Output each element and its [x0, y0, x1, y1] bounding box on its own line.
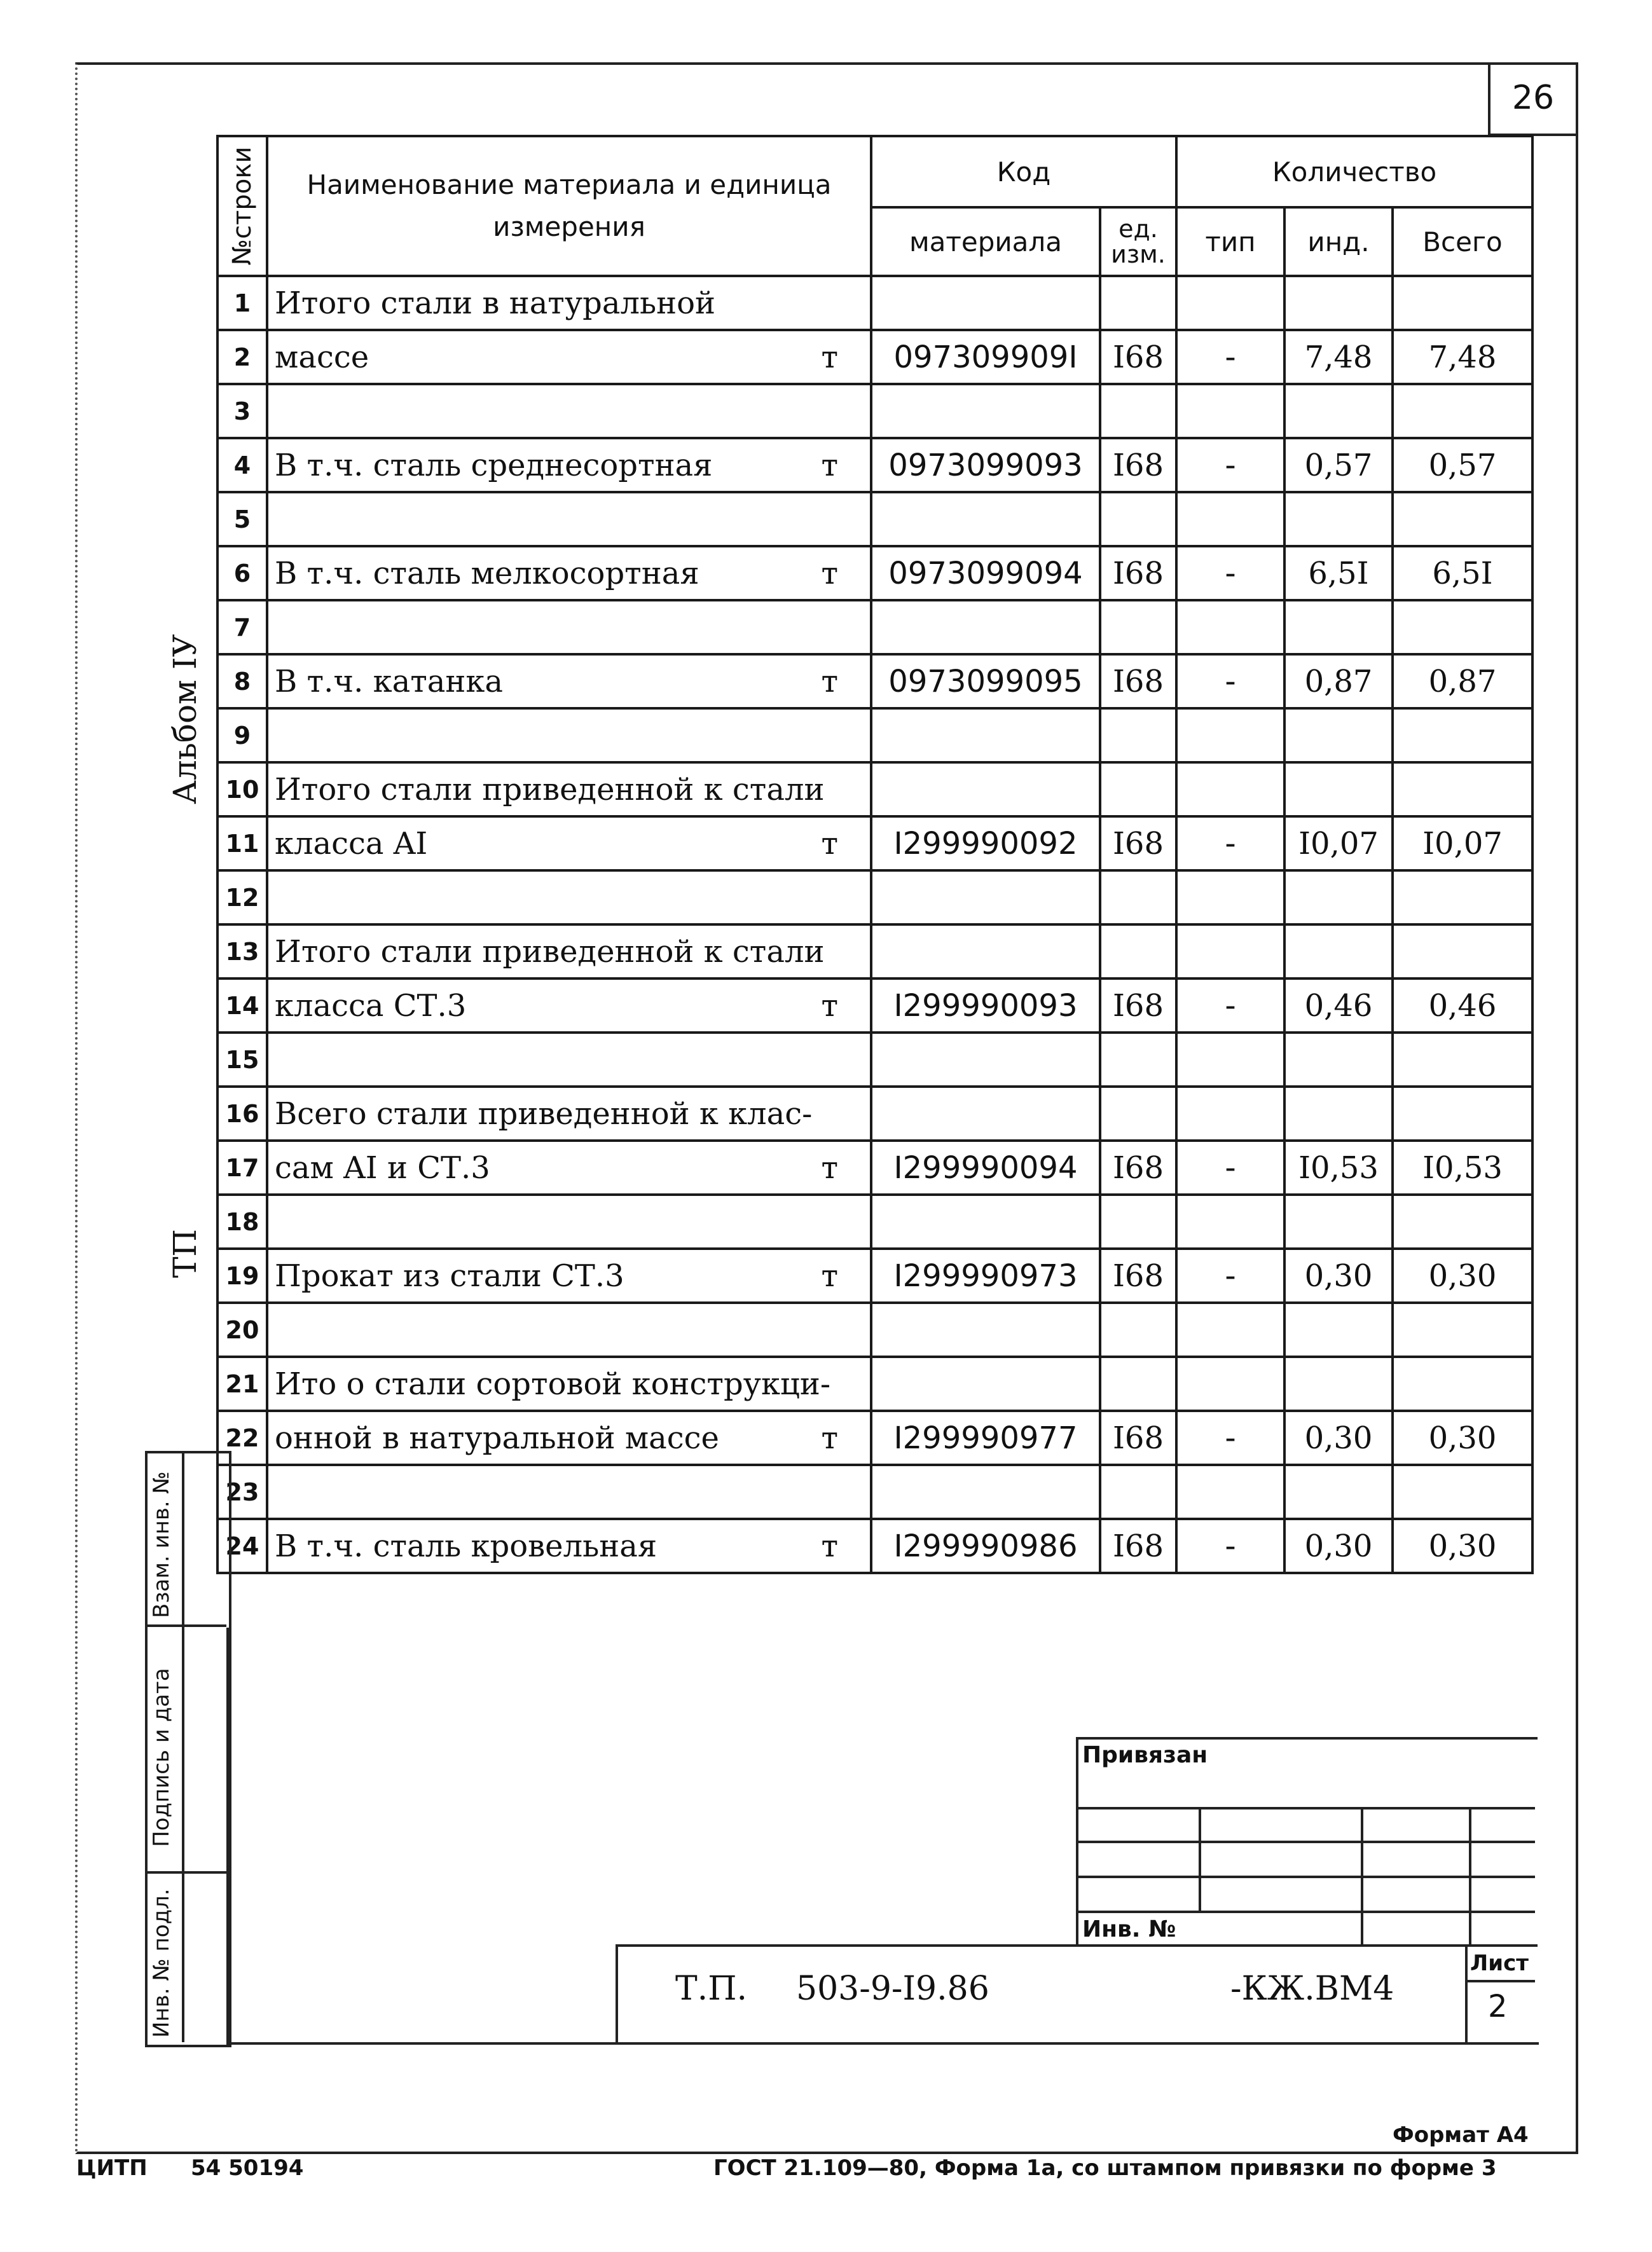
table-row [217, 330, 1532, 384]
material-unit-label: т [821, 555, 838, 591]
row-number: 19 [217, 1249, 267, 1303]
binding-vline [1469, 1807, 1471, 1944]
row-number: 8 [217, 654, 267, 708]
unit-code [1100, 1195, 1176, 1249]
material-code [871, 924, 1100, 978]
type-value: - [1176, 654, 1284, 708]
row-number: 6 [217, 546, 267, 600]
ind-value: 7,48 [1284, 330, 1393, 384]
material-code [871, 1087, 1100, 1141]
type-value [1176, 276, 1284, 330]
citp-label: ЦИТП [76, 2155, 148, 2181]
total-value: I0,07 [1393, 816, 1532, 870]
material-name-text: онной в натуральной массе [275, 1420, 719, 1456]
unit-code: I68 [1100, 546, 1176, 600]
ind-value [1284, 276, 1393, 330]
row-number: 9 [217, 708, 267, 762]
type-value: - [1176, 1411, 1284, 1465]
material-name [267, 1303, 871, 1357]
total-value [1393, 762, 1532, 816]
total-value: 0,30 [1393, 1249, 1532, 1303]
left-stamp-inner-line [182, 1451, 184, 2042]
material-name [267, 816, 871, 870]
binding-line [1076, 1841, 1535, 1843]
materials-table [216, 135, 1534, 1574]
unit-code: I68 [1100, 438, 1176, 492]
binding-vline [1199, 1807, 1201, 1911]
material-code: I299990986 [871, 1519, 1100, 1573]
material-code: I299990094 [871, 1141, 1100, 1195]
table-row [217, 1519, 1532, 1573]
material-name [267, 330, 871, 384]
material-code: 0973099093 [871, 438, 1100, 492]
type-value [1176, 1357, 1284, 1411]
row-number: 12 [217, 870, 267, 924]
header-code-group: Код [871, 136, 1176, 207]
unit-code: I68 [1100, 1519, 1176, 1573]
ind-value [1284, 492, 1393, 546]
material-unit-label: т [821, 987, 838, 1024]
ind-value: 6,5I [1284, 546, 1393, 600]
material-name [267, 276, 871, 330]
type-value [1176, 384, 1284, 438]
material-unit-label: т [821, 1420, 838, 1456]
total-value: 6,5I [1393, 546, 1532, 600]
header-type: тип [1176, 207, 1284, 276]
ind-value: 0,57 [1284, 438, 1393, 492]
row-number: 13 [217, 924, 267, 978]
material-code [871, 1195, 1100, 1249]
type-value: - [1176, 438, 1284, 492]
total-value: 0,87 [1393, 654, 1532, 708]
material-code [871, 1033, 1100, 1087]
material-name [267, 1195, 871, 1249]
ind-value [1284, 1087, 1393, 1141]
row-number: 14 [217, 978, 267, 1033]
type-value: - [1176, 816, 1284, 870]
row-number: 21 [217, 1357, 267, 1411]
ind-value [1284, 600, 1393, 654]
material-name-text: Итого стали приведенной к стали [275, 933, 825, 970]
material-unit-label: т [821, 1528, 838, 1564]
material-name-text: Ито о стали сортовой конструкци- [275, 1366, 831, 1402]
unit-code [1100, 1303, 1176, 1357]
material-code: 0973099095 [871, 654, 1100, 708]
material-name-text: В т.ч. сталь среднесортная [275, 447, 713, 483]
material-name [267, 384, 871, 438]
unit-code [1100, 1087, 1176, 1141]
unit-code [1100, 870, 1176, 924]
material-name [267, 438, 871, 492]
binding-line [1076, 1911, 1535, 1913]
ind-value [1284, 1303, 1393, 1357]
unit-code [1100, 762, 1176, 816]
header-code-material: материала [871, 207, 1100, 276]
material-name [267, 1249, 871, 1303]
material-name [267, 870, 871, 924]
podpis-label: Подпись и дата [149, 1668, 174, 1847]
ind-value [1284, 1033, 1393, 1087]
gost-note: ГОСТ 21.109—80, Форма 1а, со штампом привязки по форме 3 [713, 2155, 1497, 2181]
type-value: - [1176, 1249, 1284, 1303]
type-value [1176, 1465, 1284, 1519]
table-row [217, 1465, 1532, 1519]
material-name-text: сам AI и СТ.3 [275, 1150, 490, 1186]
material-name [267, 492, 871, 546]
unit-code: I68 [1100, 1411, 1176, 1465]
document-code: -КЖ.ВМ4 [1230, 1970, 1394, 2008]
total-value [1393, 1303, 1532, 1357]
ind-value [1284, 708, 1393, 762]
row-number: 4 [217, 438, 267, 492]
material-name [267, 1087, 871, 1141]
table-row [217, 654, 1532, 708]
unit-code: I68 [1100, 654, 1176, 708]
total-value [1393, 1195, 1532, 1249]
type-value [1176, 924, 1284, 978]
table-row [217, 1303, 1532, 1357]
format-label: Формат А4 [1393, 2122, 1529, 2148]
unit-code [1100, 276, 1176, 330]
material-name [267, 1411, 871, 1465]
total-value [1393, 708, 1532, 762]
table-row [217, 978, 1532, 1033]
total-value: 0,30 [1393, 1411, 1532, 1465]
material-name [267, 978, 871, 1033]
material-name [267, 1519, 871, 1573]
left-stamp-divider [145, 1624, 226, 1627]
material-code [871, 870, 1100, 924]
row-number: 22 [217, 1411, 267, 1465]
table-row [217, 276, 1532, 330]
table-row [217, 1087, 1532, 1141]
row-number: 24 [217, 1519, 267, 1573]
material-code [871, 384, 1100, 438]
ind-value [1284, 762, 1393, 816]
row-number: 16 [217, 1087, 267, 1141]
unit-code: I68 [1100, 1141, 1176, 1195]
total-value [1393, 600, 1532, 654]
material-name-text: Итого стали приведенной к стали [275, 771, 825, 807]
total-value: 0,57 [1393, 438, 1532, 492]
ind-value [1284, 1357, 1393, 1411]
tp-label: ТП [167, 1229, 203, 1278]
row-number: 7 [217, 600, 267, 654]
total-value [1393, 1465, 1532, 1519]
row-number: 20 [217, 1303, 267, 1357]
inv-no-label: Инв. № [1082, 1916, 1176, 1942]
table-row [217, 1411, 1532, 1465]
type-value [1176, 1195, 1284, 1249]
unit-code [1100, 924, 1176, 978]
ind-value [1284, 870, 1393, 924]
ind-value [1284, 924, 1393, 978]
material-code [871, 276, 1100, 330]
table-row [217, 1249, 1532, 1303]
material-name [267, 600, 871, 654]
ind-value [1284, 384, 1393, 438]
material-name [267, 924, 871, 978]
unit-code [1100, 492, 1176, 546]
page-number: 26 [1488, 62, 1576, 136]
type-value [1176, 708, 1284, 762]
material-name-text: Итого стали в натуральной [275, 285, 715, 321]
header-total: Всего [1393, 207, 1532, 276]
material-name-text: В т.ч. катанка [275, 663, 503, 699]
type-value: - [1176, 1519, 1284, 1573]
unit-code [1100, 600, 1176, 654]
unit-code [1100, 384, 1176, 438]
table-row [217, 1195, 1532, 1249]
unit-code: I68 [1100, 330, 1176, 384]
material-code: I299990093 [871, 978, 1100, 1033]
binding-line [1076, 1807, 1535, 1809]
left-stamp-divider [145, 1871, 226, 1874]
privyazan-label: Привязан [1082, 1742, 1208, 1768]
material-name [267, 1033, 871, 1087]
material-name-text: массе [275, 339, 369, 375]
ind-value: 0,30 [1284, 1249, 1393, 1303]
sheet-divider [1465, 1980, 1535, 1982]
type-value [1176, 600, 1284, 654]
row-number: 23 [217, 1465, 267, 1519]
ind-value: 0,87 [1284, 654, 1393, 708]
binding-line [1076, 1876, 1535, 1878]
table-row [217, 546, 1532, 600]
type-value [1176, 1303, 1284, 1357]
material-name [267, 654, 871, 708]
header-unit: ед. изм. [1100, 207, 1176, 276]
table-row [217, 438, 1532, 492]
title-block [616, 1944, 1538, 2045]
material-name-text: класса СТ.3 [275, 987, 467, 1024]
tp-label: Т.П. [675, 1970, 748, 2008]
material-name-text: класса AI [275, 825, 428, 862]
unit-code [1100, 1033, 1176, 1087]
material-name [267, 1141, 871, 1195]
material-code: I299990973 [871, 1249, 1100, 1303]
header-ind: инд. [1284, 207, 1393, 276]
table-row [217, 1357, 1532, 1411]
type-value: - [1176, 546, 1284, 600]
total-value: 0,30 [1393, 1519, 1532, 1573]
table-row [217, 816, 1532, 870]
table-row [217, 870, 1532, 924]
table-row [217, 1033, 1532, 1087]
row-number: 5 [217, 492, 267, 546]
material-unit-label: т [821, 663, 838, 699]
row-number: 18 [217, 1195, 267, 1249]
total-value [1393, 1087, 1532, 1141]
material-code: 0973099094 [871, 546, 1100, 600]
row-number: 15 [217, 1033, 267, 1087]
row-number: 11 [217, 816, 267, 870]
total-value [1393, 276, 1532, 330]
row-number: 17 [217, 1141, 267, 1195]
material-code: I299990092 [871, 816, 1100, 870]
material-unit-label: т [821, 1150, 838, 1186]
table-row [217, 600, 1532, 654]
sheet-label: Лист [1470, 1951, 1529, 1976]
ind-value: I0,53 [1284, 1141, 1393, 1195]
row-number: 2 [217, 330, 267, 384]
unit-code [1100, 1357, 1176, 1411]
total-value: I0,53 [1393, 1141, 1532, 1195]
ind-value: I0,07 [1284, 816, 1393, 870]
table-row [217, 1141, 1532, 1195]
sheet-number: 2 [1488, 1989, 1508, 2024]
header-row-no: №строки [217, 136, 267, 276]
material-name [267, 762, 871, 816]
header-qty-group: Количество [1176, 136, 1532, 207]
unit-code: I68 [1100, 978, 1176, 1033]
total-value: 7,48 [1393, 330, 1532, 384]
material-code: 097309909I [871, 330, 1100, 384]
table-row [217, 924, 1532, 978]
vzam-label: Взам. инв. № [149, 1471, 174, 1618]
citp-number: 54 50194 [191, 2155, 304, 2181]
row-number: 1 [217, 276, 267, 330]
project-number: 503-9-I9.86 [796, 1970, 989, 2008]
ind-value [1284, 1465, 1393, 1519]
unit-code: I68 [1100, 1249, 1176, 1303]
total-value [1393, 924, 1532, 978]
material-code [871, 600, 1100, 654]
material-unit-label: т [821, 447, 838, 483]
ind-value: 0,46 [1284, 978, 1393, 1033]
material-name-text: Прокат из стали СТ.3 [275, 1258, 624, 1294]
type-value [1176, 762, 1284, 816]
material-unit-label: т [821, 1258, 838, 1294]
unit-code [1100, 708, 1176, 762]
material-name-text: В т.ч. сталь мелкосортная [275, 555, 699, 591]
inv-podl-label: Инв. № подл. [149, 1888, 174, 2038]
material-name [267, 1357, 871, 1411]
type-value [1176, 1033, 1284, 1087]
row-number: 10 [217, 762, 267, 816]
material-code [871, 1357, 1100, 1411]
table-row [217, 762, 1532, 816]
material-unit-label: т [821, 825, 838, 862]
ind-value: 0,30 [1284, 1519, 1393, 1573]
type-value [1176, 1087, 1284, 1141]
material-name [267, 708, 871, 762]
ind-value: 0,30 [1284, 1411, 1393, 1465]
total-value [1393, 492, 1532, 546]
table-row [217, 708, 1532, 762]
material-code [871, 708, 1100, 762]
material-code [871, 762, 1100, 816]
material-unit-label: т [821, 339, 838, 375]
type-value: - [1176, 330, 1284, 384]
album-label: Альбом IУ [167, 634, 203, 804]
type-value: - [1176, 978, 1284, 1033]
material-code [871, 1465, 1100, 1519]
total-value [1393, 1357, 1532, 1411]
binding-vline [1361, 1807, 1363, 1944]
header-name: Наименование материала и единица измерения [267, 136, 871, 276]
material-name-text: Всего стали приведенной к клас- [275, 1095, 813, 1132]
total-value [1393, 1033, 1532, 1087]
row-number: 3 [217, 384, 267, 438]
total-value [1393, 870, 1532, 924]
type-value [1176, 492, 1284, 546]
table-row [217, 492, 1532, 546]
material-name-text: В т.ч. сталь кровельная [275, 1528, 657, 1564]
material-name [267, 546, 871, 600]
material-code [871, 492, 1100, 546]
ind-value [1284, 1195, 1393, 1249]
total-value [1393, 384, 1532, 438]
total-value: 0,46 [1393, 978, 1532, 1033]
material-code [871, 1303, 1100, 1357]
unit-code: I68 [1100, 816, 1176, 870]
type-value [1176, 870, 1284, 924]
table-row [217, 384, 1532, 438]
type-value: - [1176, 1141, 1284, 1195]
unit-code [1100, 1465, 1176, 1519]
material-name [267, 1465, 871, 1519]
material-code: I299990977 [871, 1411, 1100, 1465]
